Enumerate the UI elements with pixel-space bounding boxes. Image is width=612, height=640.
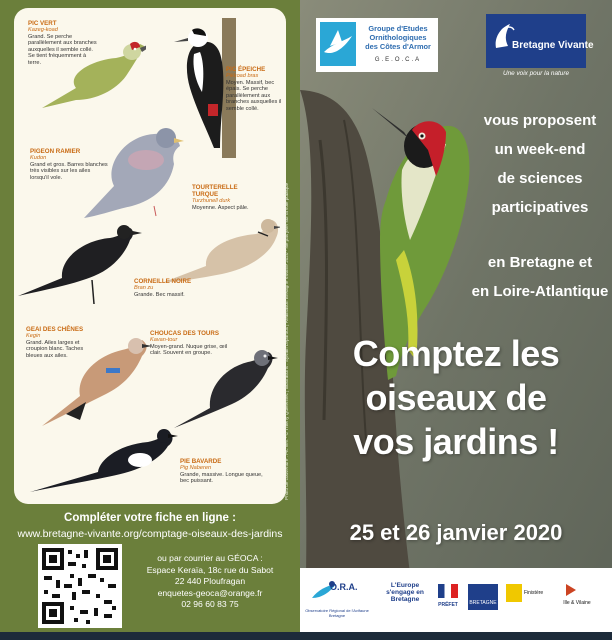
geoca-line-2: Ornithologiques [369,33,427,42]
bird-description: Grande. Bec massif. [134,291,185,298]
europe-logo-text: L'Europe s'engage en Bretagne [386,582,424,603]
address-line-2: 22 440 Ploufragan [174,576,246,587]
bird-description: Moyen-grand. Nuque grise, œil clair. Souvent en groupe. [150,343,228,357]
bird-breton-name: Kazeg-koad [28,27,58,33]
region-text [448,248,612,306]
ille-vilaine-logo-text: Ille & Vilaine [563,600,591,606]
bird-description: Moyenne. Aspect pâle. [192,204,249,211]
mail-intro: ou par courrier au GÉOCA : [157,553,263,563]
contact-phone: 02 96 60 83 75 [181,599,239,610]
bird-description: Grand. Ailes larges et croupion blanc. Taches bleues aux ailes. [26,339,84,359]
region-line-1: en Bretagne et [487,254,593,271]
bird-breton-name: Kavan-tour [150,337,178,343]
bird-name: GEAI DES CHÊNES [26,326,84,333]
jackdaw-illustration [170,338,280,438]
finistere-shield-icon [506,584,522,602]
ora-logo-text: O.R.A. [330,582,358,592]
intro-text [450,106,612,222]
bird-breton-name: Pig Naberen [180,465,212,471]
bird-name: PIE BAVARDE [180,458,222,465]
intro-line-2: un week-end [494,141,586,158]
jay-illustration [36,330,156,430]
bird-description: Moyen. Massif, bec épais. Se perche parallèlement aux branches auxquelles il semble collé. [226,79,282,112]
bird-entry-pigeon-ramier [30,148,110,181]
bird-description: Grand. Se perche parallèlement aux branches auxquelles il semble collé. Se tient fréquemment à terre. [28,33,97,66]
region-line-2: en Loire-Atlantique [471,283,609,300]
geoca-abbr: G.E.O.C.A [374,57,422,63]
geoca-line-1: Groupe d'Etudes [368,24,428,33]
bird-entry-pie [180,458,270,485]
ille-vilaine-icon [564,582,578,598]
bird-breton-name: Kegin [26,333,41,339]
region-bretagne-logo [468,584,498,610]
online-form-url[interactable]: www.bretagne-vivante.org/comptage-oiseaux-des-jardins [17,528,283,540]
online-form-heading: Compléter votre fiche en ligne : [64,512,236,524]
bird-name: TOURTERELLE TURQUE [192,184,238,198]
bird-name: PIC ÉPEICHE [226,66,266,73]
bird-description: Grande, massive. Longue queue, bec puissant. [180,471,263,485]
bird-name: PIC VERT [28,20,57,27]
intro-line-4: participatives [491,199,589,216]
french-flag-icon [438,584,458,598]
bird-breton-name: Turzhunell durk [192,198,231,204]
address-line-1: Espace Keraïa, 18c rue du Sabot [146,564,274,575]
vertical-credit-strip [282,60,294,520]
bird-guide-card [14,8,286,504]
contact-email[interactable]: enquetes-geoca@orange.fr [157,587,263,598]
event-dates: 25 et 26 janvier 2020 [349,520,563,545]
vertical-credit-text: Photo de couverture : Pic vert - © Thierry Quelennec | Illustrations : Sylvain Leparoux | Réalisation Bretagne Vivante 2020 - Ne pas jeter sur la voie publique [284,182,289,500]
sponsor-bar [300,568,612,632]
intro-line-1: vous proposent [483,112,597,129]
title-line-1: Comptez les [352,333,560,374]
bird-breton-name: Pikkoad bras [226,73,259,79]
bird-name: CHOUCAS DES TOURS [150,330,219,337]
bretagne-logo-text: BRETAGNE [469,600,497,606]
cover-panel [300,0,612,632]
taskbar [0,632,612,640]
geoca-line-3: des Côtes d'Armor [365,42,431,51]
bretagne-vivante-logo [486,14,594,77]
bird-entry-pic-vert [28,20,98,66]
left-panel [0,0,300,632]
title-line-2: oiseaux de [365,377,547,418]
magpie-illustration [28,420,178,504]
seabird-icon [320,22,356,66]
intro-line-3: de sciences [497,170,583,187]
finistere-logo-text: Finistère [524,590,544,596]
bird-breton-name: Kudon [30,155,47,161]
bird-entry-corneille [134,278,204,298]
carrion-crow-illustration [14,218,144,308]
bird-name: CORNEILLE NOIRE [134,278,192,285]
qr-code [38,544,122,628]
bretagne-vivante-name: Bretagne Vivante [512,40,594,51]
bretagne-vivante-tagline: Une voix pour la nature [502,70,570,77]
ora-subtitle: Observatoire Régional de l'Avifaune Bretagne [305,608,369,618]
collared-dove-illustration [160,208,280,288]
prefet-logo-text: PRÉFET [438,602,458,608]
mail-contact-block [128,553,292,611]
bird-name: PIGEON RAMIER [30,148,81,155]
title-line-3: vos jardins ! [353,421,559,462]
bird-breton-name: Bran zu [134,285,154,291]
bird-description: Grand et gros. Barres blanches très visibles sur les ailes lorsqu'il vole. [30,161,108,181]
geoca-logo [316,18,438,72]
main-title [300,332,612,464]
bird-entry-pic-epeiche [226,66,286,112]
